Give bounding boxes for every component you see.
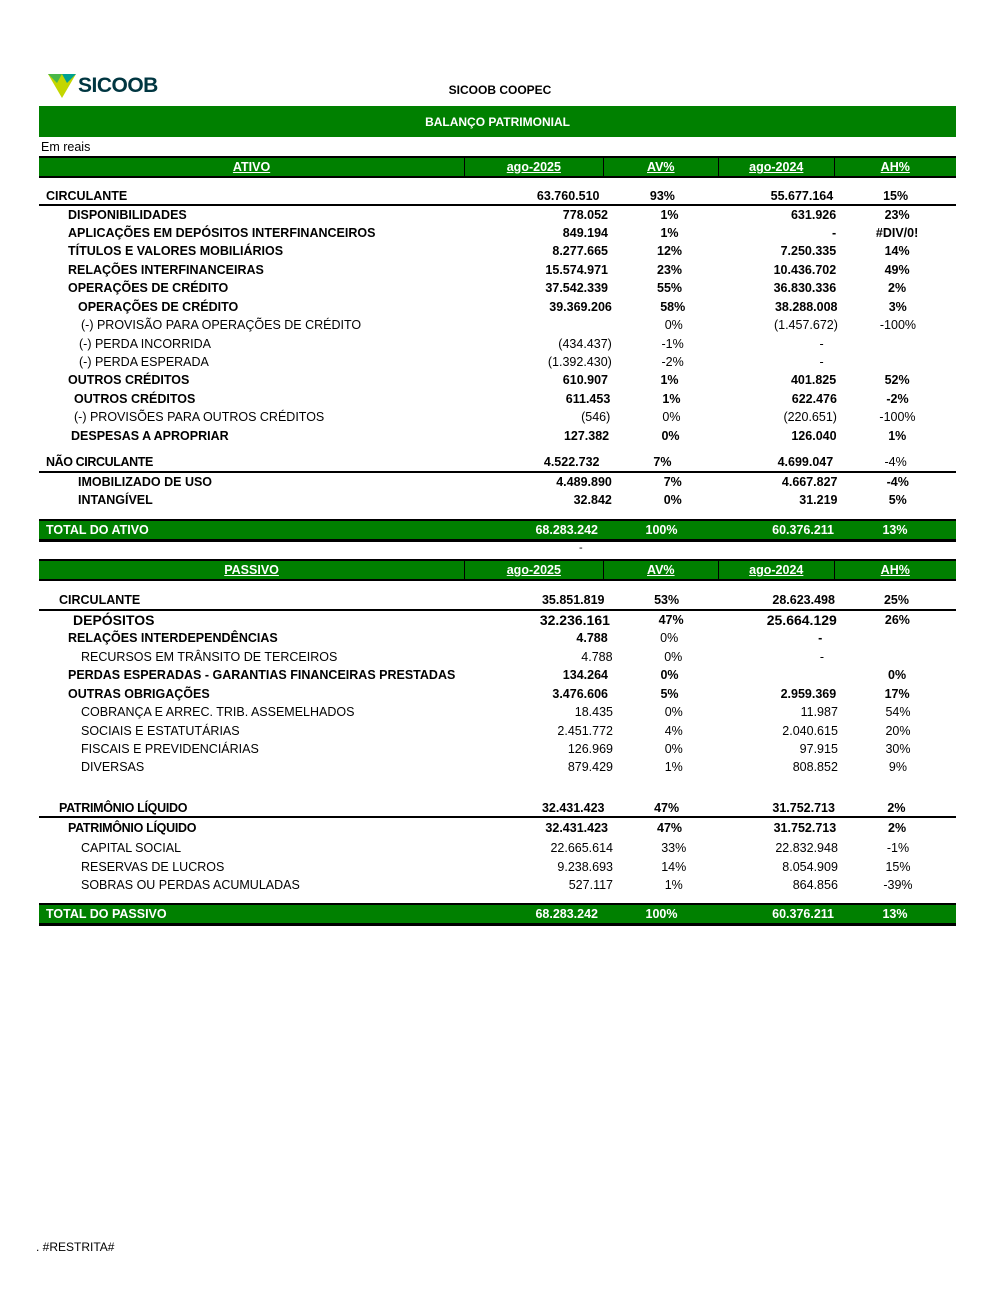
value-ah: 20% bbox=[885, 724, 911, 738]
row-label: COBRANÇA E ARREC. TRIB. ASSEMELHADOS bbox=[81, 705, 355, 719]
col-header-ah: AH% bbox=[880, 563, 910, 577]
value-ah: 2% bbox=[887, 801, 906, 815]
value-2024: 2.959.369 bbox=[780, 687, 837, 701]
value-ah: 9% bbox=[888, 760, 907, 774]
value-av: 7% bbox=[663, 475, 682, 489]
value-ah: 3% bbox=[888, 300, 907, 314]
value-ah: 2% bbox=[888, 281, 907, 295]
value-2025: 8.277.665 bbox=[552, 244, 608, 258]
value-2024: - bbox=[818, 631, 823, 645]
value-ah: 23% bbox=[884, 208, 910, 222]
value-ah: 5% bbox=[888, 493, 907, 507]
value-2025: 22.665.614 bbox=[550, 841, 613, 855]
total-ativo-row bbox=[39, 519, 956, 541]
value-av: 0% bbox=[663, 493, 682, 507]
col-header-av: AV% bbox=[604, 561, 720, 579]
total-value-2024: 60.376.211 bbox=[772, 907, 834, 921]
row-label: RESERVAS DE LUCROS bbox=[81, 860, 225, 874]
value-2024: 864.856 bbox=[792, 878, 838, 892]
value-ah: -4% bbox=[884, 455, 907, 469]
ativo-header bbox=[39, 156, 956, 178]
value-av: 33% bbox=[661, 841, 687, 855]
value-ah: 30% bbox=[885, 742, 911, 756]
value-2025: (1.392.430) bbox=[547, 355, 612, 369]
value-2024: 4.667.827 bbox=[781, 475, 838, 489]
col-header-ah: AH% bbox=[880, 160, 910, 174]
value-av: 58% bbox=[660, 300, 686, 314]
value-av: 7% bbox=[653, 455, 672, 469]
table-row bbox=[39, 242, 956, 260]
table-row bbox=[39, 187, 956, 205]
value-av: 1% bbox=[660, 373, 679, 387]
value-2025: 4.788 bbox=[576, 631, 608, 645]
table-row bbox=[39, 666, 956, 684]
table-row bbox=[39, 858, 956, 876]
value-2024: 126.040 bbox=[791, 429, 837, 443]
value-2025: 849.194 bbox=[562, 226, 608, 240]
value-2025: 63.760.510 bbox=[536, 189, 600, 203]
table-row bbox=[39, 685, 956, 703]
value-ah: #DIV/0! bbox=[875, 226, 919, 240]
value-2024: - bbox=[832, 226, 837, 240]
unit-note: Em reais bbox=[41, 140, 91, 154]
classification-label: . #RESTRITA# bbox=[36, 1240, 115, 1254]
table-row bbox=[39, 491, 956, 509]
value-2025: 134.264 bbox=[562, 668, 608, 682]
table-row bbox=[39, 371, 956, 389]
col-header-av: AV% bbox=[604, 158, 720, 176]
value-ah: 25% bbox=[883, 593, 909, 607]
col-header-ago-2025: ago-2025 bbox=[465, 158, 603, 176]
value-av: 55% bbox=[657, 281, 683, 295]
value-ah: 0% bbox=[888, 668, 907, 682]
value-2025: 39.369.206 bbox=[549, 300, 612, 314]
row-label: DISPONIBILIDADES bbox=[68, 208, 187, 222]
table-row bbox=[39, 648, 956, 666]
value-2024: 622.476 bbox=[791, 392, 837, 406]
table-row bbox=[39, 453, 956, 471]
value-av: 47% bbox=[657, 821, 683, 835]
value-2024: 55.677.164 bbox=[770, 189, 834, 203]
value-av: 47% bbox=[654, 801, 680, 815]
col-header-passivo: PASSIVO bbox=[39, 561, 465, 579]
value-av: 0% bbox=[660, 668, 679, 682]
value-2024: - bbox=[819, 337, 824, 351]
value-ah: 15% bbox=[885, 860, 911, 874]
value-ah: -4% bbox=[886, 475, 909, 489]
table-row bbox=[39, 335, 956, 353]
value-ah: -1% bbox=[886, 841, 910, 855]
row-label: NÃO CIRCULANTE bbox=[46, 455, 153, 469]
value-2024: 97.915 bbox=[799, 742, 838, 756]
value-2025: 32.842 bbox=[573, 493, 612, 507]
row-label: FISCAIS E PREVIDENCIÁRIAS bbox=[81, 742, 259, 756]
value-ah: 49% bbox=[884, 263, 910, 277]
table-row bbox=[39, 279, 956, 297]
row-label: APLICAÇÕES EM DEPÓSITOS INTERFINANCEIROS bbox=[68, 226, 376, 240]
value-2025: 37.542.339 bbox=[545, 281, 608, 295]
row-label: (-) PROVISÃO PARA OPERAÇÕES DE CRÉDITO bbox=[81, 318, 362, 332]
table-row bbox=[39, 629, 956, 647]
value-2024: 808.852 bbox=[792, 760, 838, 774]
row-label: PERDAS ESPERADAS - GARANTIAS FINANCEIRAS PRESTADAS bbox=[68, 668, 456, 682]
total-value-2025: 68.283.242 bbox=[535, 907, 598, 921]
double-underline bbox=[39, 541, 956, 542]
value-2025: 15.574.971 bbox=[545, 263, 608, 277]
value-2024: - bbox=[819, 355, 824, 369]
value-ah: 14% bbox=[884, 244, 910, 258]
value-2025: 9.238.693 bbox=[557, 860, 613, 874]
value-av: 23% bbox=[657, 263, 683, 277]
value-av: 0% bbox=[662, 410, 681, 424]
table-row bbox=[39, 839, 956, 857]
row-label: CAPITAL SOCIAL bbox=[81, 841, 182, 855]
value-2024: (1.457.672) bbox=[773, 318, 838, 332]
value-2024: 4.699.047 bbox=[777, 455, 834, 469]
table-row bbox=[39, 473, 956, 491]
row-label: OPERAÇÕES DE CRÉDITO bbox=[78, 300, 239, 314]
value-2024: 31.752.713 bbox=[772, 801, 835, 815]
value-2024: 31.219 bbox=[799, 493, 838, 507]
total-label: TOTAL DO ATIVO bbox=[46, 523, 149, 537]
value-av: 1% bbox=[664, 760, 683, 774]
value-av: 0% bbox=[664, 705, 683, 719]
total-value-2024: 60.376.211 bbox=[772, 523, 834, 537]
value-2024: 401.825 bbox=[790, 373, 837, 387]
row-label: DIVERSAS bbox=[81, 760, 145, 774]
row-label: (-) PROVISÕES PARA OUTROS CRÉDITOS bbox=[74, 410, 325, 424]
table-row bbox=[39, 722, 956, 740]
table-row bbox=[39, 224, 956, 242]
row-label: OUTROS CRÉDITOS bbox=[68, 373, 190, 387]
value-2025: 4.522.732 bbox=[543, 455, 600, 469]
value-av: 53% bbox=[654, 593, 680, 607]
table-row bbox=[39, 819, 956, 837]
value-ah: 52% bbox=[884, 373, 910, 387]
table-row bbox=[39, 703, 956, 721]
row-label: INTANGÍVEL bbox=[78, 493, 153, 507]
table-row bbox=[39, 390, 956, 408]
value-2024: 22.832.948 bbox=[775, 841, 838, 855]
table-row bbox=[39, 758, 956, 776]
value-2024: 28.623.498 bbox=[772, 593, 835, 607]
double-underline bbox=[39, 925, 956, 926]
table-row bbox=[39, 408, 956, 426]
value-2024: 2.040.615 bbox=[782, 724, 838, 738]
table-row bbox=[39, 261, 956, 279]
table-row bbox=[39, 206, 956, 224]
row-label: CIRCULANTE bbox=[59, 593, 141, 607]
value-av: 14% bbox=[661, 860, 687, 874]
value-av: 1% bbox=[660, 226, 679, 240]
value-2025: 32.431.423 bbox=[541, 801, 605, 815]
table-row bbox=[39, 611, 956, 629]
row-label: RECURSOS EM TRÂNSITO DE TERCEIROS bbox=[81, 650, 338, 664]
value-2024: 25.664.129 bbox=[766, 612, 837, 628]
value-av: 47% bbox=[658, 613, 684, 627]
total-passivo-row bbox=[39, 903, 956, 925]
total-label: TOTAL DO PASSIVO bbox=[46, 907, 167, 921]
value-ah: 1% bbox=[888, 429, 907, 443]
value-2025: 611.453 bbox=[565, 392, 611, 406]
value-2025: 778.052 bbox=[562, 208, 608, 222]
value-av: 0% bbox=[664, 742, 683, 756]
table-row bbox=[39, 298, 956, 316]
value-2024: (220.651) bbox=[783, 410, 837, 424]
row-label: (-) PERDA INCORRIDA bbox=[79, 337, 211, 351]
col-header-ativo: ATIVO bbox=[39, 158, 465, 176]
row-label: CIRCULANTE bbox=[46, 189, 128, 203]
col-header-ago-2024: ago-2024 bbox=[719, 158, 835, 176]
row-label: SOCIAIS E ESTATUTÁRIAS bbox=[81, 724, 240, 738]
separator-dash: - bbox=[579, 542, 583, 554]
value-ah: -39% bbox=[883, 878, 913, 892]
value-av: 12% bbox=[657, 244, 683, 258]
value-av: -2% bbox=[661, 355, 684, 369]
total-value-av: 100% bbox=[645, 523, 678, 537]
value-2025: 32.236.161 bbox=[539, 612, 610, 628]
value-2025: 4.788 bbox=[581, 650, 613, 664]
row-label: IMOBILIZADO DE USO bbox=[78, 475, 213, 489]
value-av: 0% bbox=[664, 650, 683, 664]
passivo-header bbox=[39, 559, 956, 581]
table-row bbox=[39, 799, 956, 817]
report-title: BALANÇO PATRIMONIAL bbox=[39, 106, 956, 137]
value-2025: 4.489.890 bbox=[556, 475, 612, 489]
table-row bbox=[39, 353, 956, 371]
value-av: 1% bbox=[660, 208, 679, 222]
value-ah: 54% bbox=[885, 705, 911, 719]
value-2025: (546) bbox=[581, 410, 611, 424]
row-label: DESPESAS A APROPRIAR bbox=[71, 429, 229, 443]
value-2025: 879.429 bbox=[567, 760, 613, 774]
value-2025: 18.435 bbox=[574, 705, 613, 719]
value-2025: 35.851.819 bbox=[541, 593, 605, 607]
value-2024: 631.926 bbox=[790, 208, 837, 222]
value-av: 1% bbox=[664, 878, 683, 892]
value-ah: 2% bbox=[888, 821, 907, 835]
value-2024: 10.436.702 bbox=[773, 263, 837, 277]
value-av: 93% bbox=[649, 189, 675, 203]
table-row bbox=[39, 740, 956, 758]
value-2025: 3.476.606 bbox=[552, 687, 608, 701]
company-name: SICOOB COOPEC bbox=[448, 83, 552, 97]
row-label: RELAÇÕES INTERDEPENDÊNCIAS bbox=[68, 631, 278, 645]
value-av: 0% bbox=[660, 631, 679, 645]
row-label: PATRIMÔNIO LÍQUIDO bbox=[68, 821, 197, 835]
value-2025: 127.382 bbox=[563, 429, 610, 443]
value-2024: 38.288.008 bbox=[774, 300, 838, 314]
row-label: SOBRAS OU PERDAS ACUMULADAS bbox=[81, 878, 300, 892]
value-av: -1% bbox=[661, 337, 684, 351]
value-ah: 15% bbox=[883, 189, 909, 203]
divider bbox=[39, 816, 956, 818]
value-2024: - bbox=[819, 650, 824, 664]
col-header-ago-2025: ago-2025 bbox=[465, 561, 603, 579]
row-label: TÍTULOS E VALORES MOBILIÁRIOS bbox=[68, 244, 284, 258]
value-2024: 7.250.335 bbox=[780, 244, 837, 258]
value-2024: 8.054.909 bbox=[782, 860, 838, 874]
value-ah: -100% bbox=[879, 410, 916, 424]
table-row bbox=[39, 591, 956, 609]
value-av: 1% bbox=[662, 392, 681, 406]
total-value-2025: 68.283.242 bbox=[535, 523, 598, 537]
value-2025: 32.431.423 bbox=[545, 821, 608, 835]
value-2025: 610.907 bbox=[562, 373, 608, 387]
value-2025: 527.117 bbox=[568, 878, 613, 892]
value-2024: 36.830.336 bbox=[773, 281, 837, 295]
row-label: PATRIMÔNIO LÍQUIDO bbox=[59, 801, 188, 815]
row-label: OUTRAS OBRIGAÇÕES bbox=[68, 687, 210, 701]
table-row bbox=[39, 316, 956, 334]
value-2024: 11.987 bbox=[800, 705, 838, 719]
col-header-ago-2024: ago-2024 bbox=[719, 561, 835, 579]
total-value-ah: 13% bbox=[882, 907, 908, 921]
value-ah: 26% bbox=[884, 613, 910, 627]
value-ah: -2% bbox=[886, 392, 909, 406]
row-label: OUTROS CRÉDITOS bbox=[74, 392, 196, 406]
value-2024: 31.752.713 bbox=[773, 821, 837, 835]
table-row bbox=[39, 427, 956, 445]
row-label: (-) PERDA ESPERADA bbox=[79, 355, 209, 369]
row-label: DEPÓSITOS bbox=[73, 612, 155, 628]
value-av: 0% bbox=[661, 429, 680, 443]
row-label: OPERAÇÕES DE CRÉDITO bbox=[68, 281, 229, 295]
value-2025: (434.437) bbox=[558, 337, 612, 351]
row-label: RELAÇÕES INTERFINANCEIRAS bbox=[68, 263, 264, 277]
value-ah: 17% bbox=[884, 687, 910, 701]
value-av: 0% bbox=[664, 318, 683, 332]
logo-text: SICOOB bbox=[78, 74, 158, 97]
value-av: 5% bbox=[660, 687, 679, 701]
value-2025: 2.451.772 bbox=[557, 724, 613, 738]
value-2025: 126.969 bbox=[567, 742, 613, 756]
table-row bbox=[39, 876, 956, 894]
value-ah: -100% bbox=[879, 318, 917, 332]
value-av: 4% bbox=[664, 724, 683, 738]
total-value-av: 100% bbox=[645, 907, 678, 921]
total-value-ah: 13% bbox=[882, 523, 908, 537]
